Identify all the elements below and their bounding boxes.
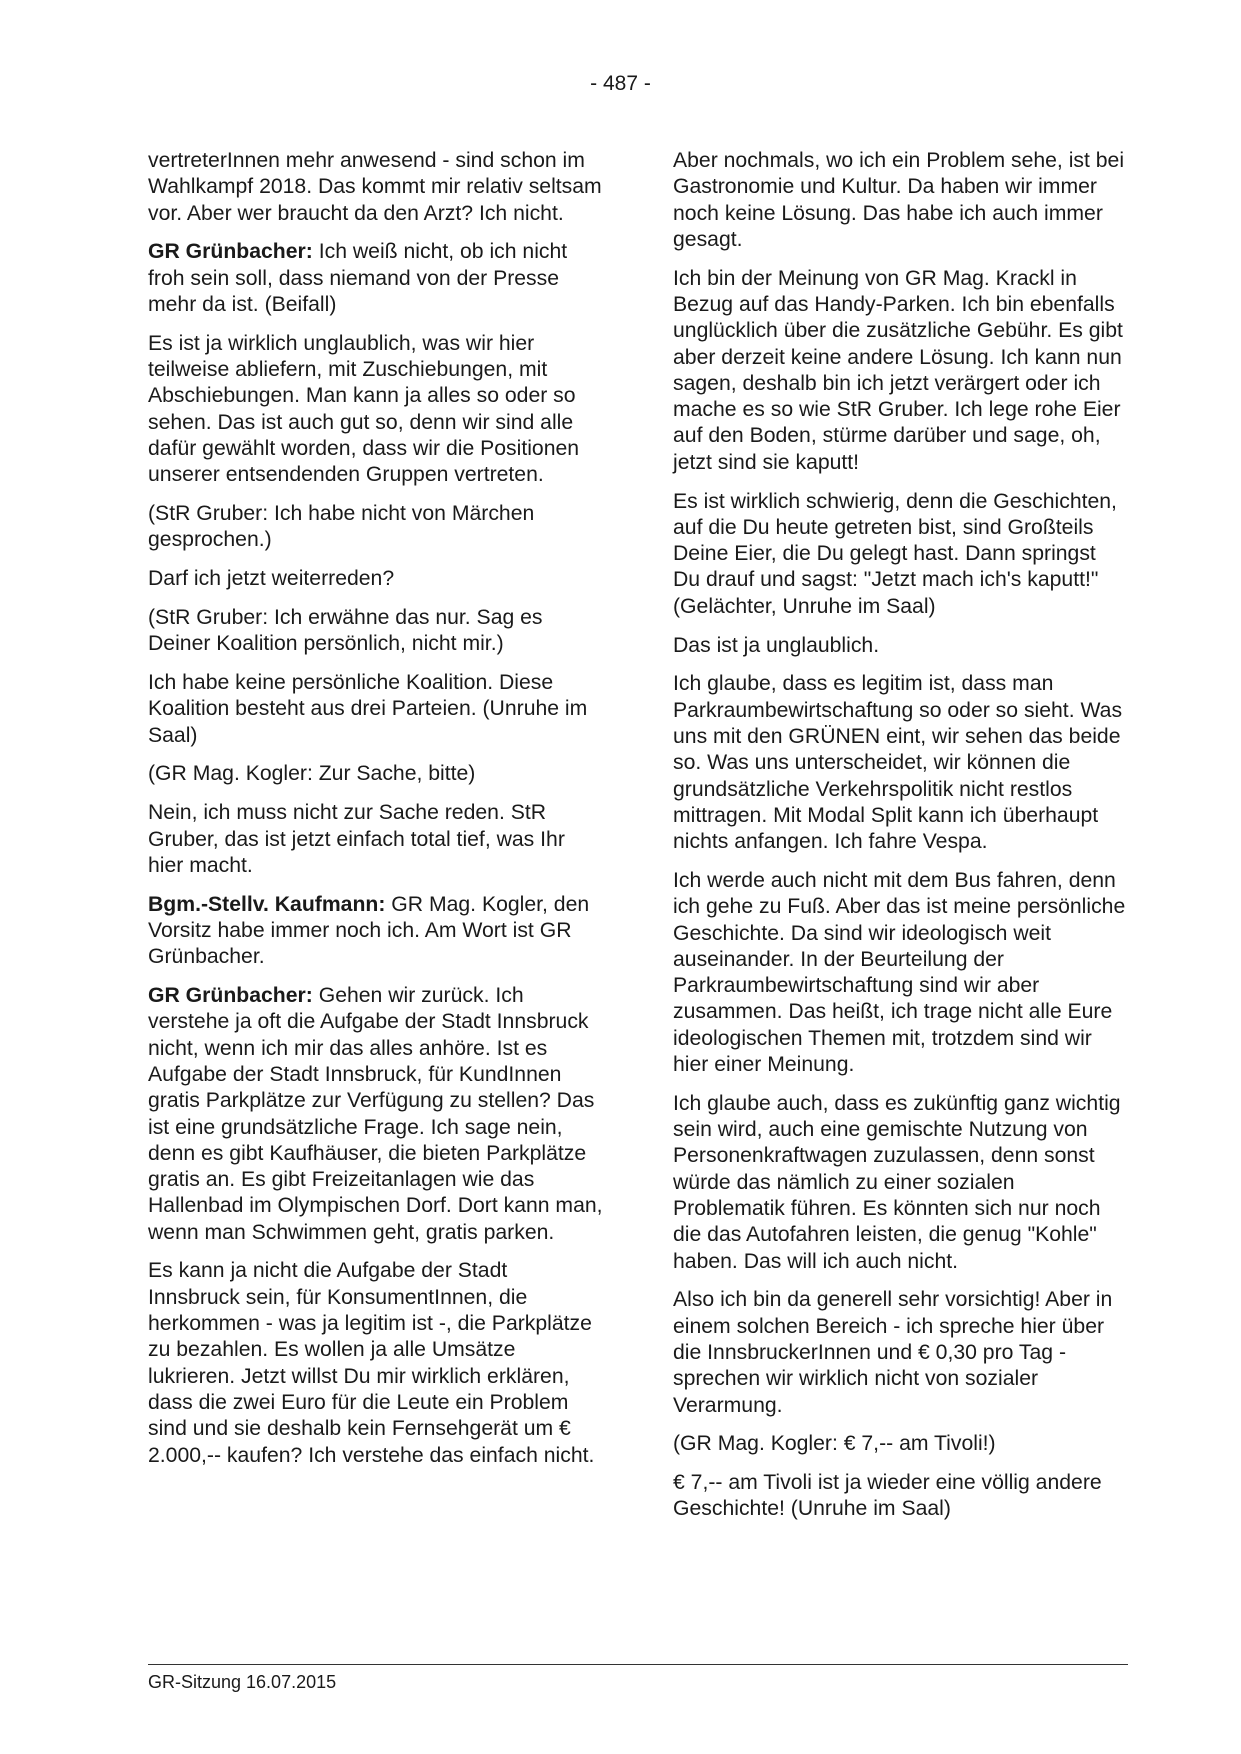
paragraph: GR Grünbacher: Ich weiß nicht, ob ich nicht froh sein soll, dass niemand von der Presse mehr da ist. (Beifall): [148, 240, 568, 316]
paragraph: Darf ich jetzt weiterreden?: [148, 567, 395, 591]
paragraph: Bgm.-Stellv. Kaufmann: GR Mag. Kogler, den Vorsitz habe immer noch ich. Am Wort ist GR Grünbacher.: [148, 892, 590, 969]
speaker-name: Bgm.-Stellv. Kaufmann:: [148, 892, 386, 916]
paragraph: vertreterInnen mehr anwesend - sind schon im Wahlkampf 2018. Das kommt mir relativ seltsam vor. Aber wer braucht da den Arzt? Ich nicht.: [148, 149, 602, 225]
speaker-name: GR Grünbacher:: [148, 984, 313, 1008]
paragraph: € 7,-- am Tivoli ist ja wieder eine völlig andere Geschichte! (Unruhe im Saal): [673, 1471, 1102, 1521]
paragraph: (StR Gruber: Ich erwähne das nur. Sag es Deiner Koalition persönlich, nicht mir.): [148, 605, 543, 656]
paragraph: Ich habe keine persönliche Koalition. Diese Koalition besteht aus drei Parteien. (Unruhe im Saal): [148, 671, 588, 747]
page-number: - 487 -: [590, 72, 651, 95]
paragraph: Es ist ja wirklich unglaublich, was wir hier teilweise abliefern, mit Zuschiebungen, mit Abschiebungen. Man kann ja alles so oder so sehen. Das ist auch gut so, denn wir sind alle dafür gewählt worden, dass wir die Positionen unserer entsendenden Gruppen vertreten.: [148, 331, 580, 487]
paragraph: (StR Gruber: Ich habe nicht von Märchen gesprochen.): [148, 502, 535, 552]
footer-divider: [148, 1664, 1128, 1665]
paragraph: Nein, ich muss nicht zur Sache reden. StR Gruber, das ist jetzt einfach total tief, was Ihr hier macht.: [148, 801, 565, 877]
speaker-name: GR Grünbacher:: [148, 240, 313, 264]
paragraph: Ich glaube, dass es legitim ist, dass man Parkraumbewirtschaftung so oder so sieht. Was uns mit den GRÜNEN eint, wir sehen das beide so. Was uns unterscheidet, wir können die grundsätzliche Verkehrspolitik nicht restlos mittragen. Mit Modal Split kann ich überhaupt nichts anfangen. Ich fahre Vespa.: [673, 672, 1123, 854]
left-column: [148, 148, 603, 1481]
paragraph: Ich werde auch nicht mit dem Bus fahren, denn ich gehe zu Fuß. Aber das ist meine persönliche Geschichte. Da sind wir ideologisch weit auseinander. In der Beurteilung der Parkraumbewirtschaftung sind wir aber zusammen. Das heißt, ich trage nicht alle Eure ideologischen Themen mit, trotzdem sind wir hier einer Meinung.: [673, 868, 1126, 1076]
footer-text: GR-Sitzung 16.07.2015: [148, 1672, 337, 1692]
paragraph: (GR Mag. Kogler: € 7,-- am Tivoli!): [673, 1432, 996, 1456]
paragraph: Also ich bin da generell sehr vorsichtig! Aber in einem solchen Bereich - ich spreche hier über die InnsbruckerInnen und € 0,30 pro Tag - sprechen wir wirklich nicht von sozialer Verarmung.: [673, 1288, 1113, 1417]
paragraph: Es kann ja nicht die Aufgabe der Stadt Innsbruck sein, für KonsumentInnen, die herkommen - was ja legitim ist -, die Parkplätze zu bezahlen. Es wollen ja alle Umsätze lukrieren. Jetzt willst Du mir wirklich erklären, dass die zwei Euro für die Leute ein Problem sind und sie deshalb kein Fernsehgerät um € 2.000,-- kaufen? Ich verstehe das einfach nicht.: [148, 1259, 595, 1467]
paragraph: Aber nochmals, wo ich ein Problem sehe, ist bei Gastronomie und Kultur. Da haben wir immer noch keine Lösung. Das habe ich auch immer gesagt.: [673, 149, 1125, 251]
paragraph: (GR Mag. Kogler: Zur Sache, bitte): [148, 762, 476, 786]
paragraph: Ich bin der Meinung von GR Mag. Krackl in Bezug auf das Handy-Parken. Ich bin ebenfalls unglücklich über die zusätzliche Gebühr. Es gibt aber derzeit keine andere Lösung. Ich kann nun sagen, deshalb bin ich jetzt verärgert oder ich mache es so wie StR Gruber. Ich lege rohe Eier auf den Boden, stürme darüber und sage, oh, jetzt sind sie kaputt!: [673, 266, 1123, 474]
paragraph: GR Grünbacher: Gehen wir zurück. Ich verstehe ja oft die Aufgabe der Stadt Innsbruck nicht, wenn ich mir das alles anhöre. Ist es Aufgabe der Stadt Innsbruck, für KundInnen gratis Parkplätze zur Verfügung zu stellen? Das ist eine grundsätzliche Frage. Ich sage nein, denn es gibt Kaufhäuser, die bieten Parkplätze gratis an. Es gibt Freizeitanlagen wie das Hallenbad im Olympischen Dorf. Dort kann man, wenn man Schwimmen geht, gratis parken.: [148, 984, 603, 1244]
right-column: [673, 148, 1128, 1535]
paragraph: Es ist wirklich schwierig, denn die Geschichten, auf die Du heute getreten bist, sind Großteils Deine Eier, die Du gelegt hast. Dann springst Du drauf und sagst: "Jetzt mach ich's kaputt!" (Gelächter, Unruhe im Saal): [673, 489, 1117, 618]
paragraph: Ich glaube auch, dass es zukünftig ganz wichtig sein wird, auch eine gemischte Nutzung von Personenkraftwagen zuzulassen, denn sonst würde das nämlich zu einer sozialen Problematik führen. Es könnten sich nur noch die das Autofahren leisten, die genug "Kohle" haben. Das will ich auch nicht.: [673, 1091, 1121, 1273]
paragraph: Das ist ja unglaublich.: [673, 633, 880, 657]
